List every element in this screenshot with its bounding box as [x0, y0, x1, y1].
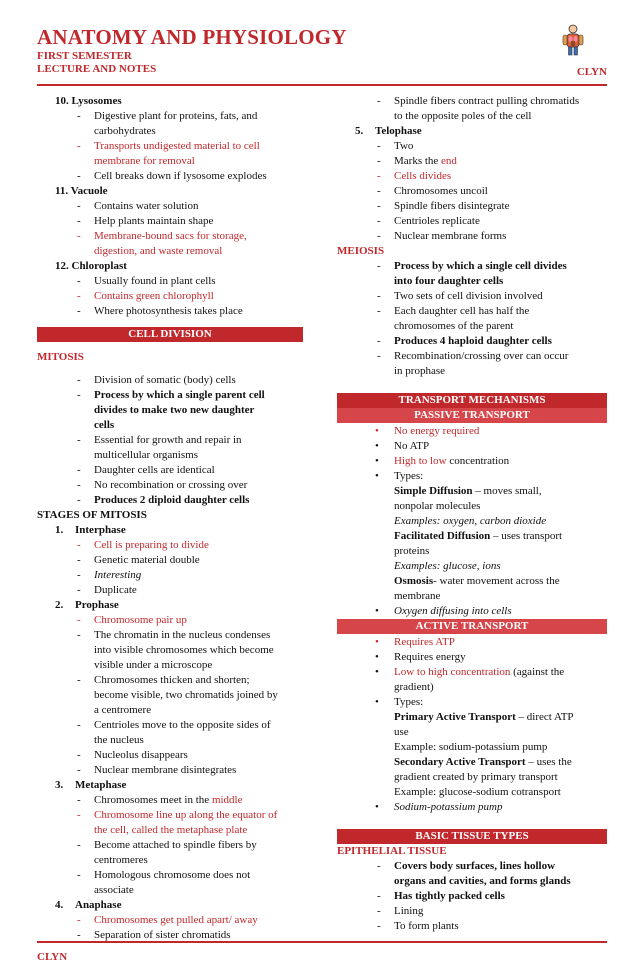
list-item-text: Essential for growth and repair in	[94, 434, 242, 446]
list-item	[37, 199, 303, 214]
vacuole-heading: 11. Vacuole	[55, 185, 108, 197]
dash-marker: -	[77, 464, 81, 476]
dash-marker: -	[77, 305, 81, 317]
primary-active-text: Primary Active Transport – direct ATP	[394, 711, 574, 723]
osmosis-text-cont: membrane	[394, 590, 441, 602]
dash-marker: -	[377, 200, 381, 212]
semester-label: FIRST SEMESTER	[37, 50, 132, 62]
prophase-list	[37, 613, 303, 778]
list-item-text: membrane for removal	[94, 155, 195, 167]
list-item-text: multicellular organisms	[94, 449, 198, 461]
list-item-text: in prophase	[394, 365, 446, 377]
document-title: ANATOMY AND PHYSIOLOGY	[37, 25, 347, 49]
list-item-text: into visible chromosomes which become	[94, 644, 274, 656]
list-item	[37, 868, 303, 898]
list-item-text: digestion, and waste removal	[94, 245, 223, 257]
dash-marker: -	[377, 920, 381, 932]
list-item-text: Cell is preparing to divide	[94, 539, 209, 551]
dash-marker: -	[377, 215, 381, 227]
dash-marker: -	[77, 584, 81, 596]
list-item	[37, 628, 303, 673]
list-item	[37, 229, 303, 259]
list-item	[37, 568, 303, 583]
list-item-text: Genetic material double	[94, 554, 200, 566]
dash-marker: -	[77, 275, 81, 287]
dash-marker: -	[377, 860, 381, 872]
lysosomes-heading: 10. Lysosomes	[55, 95, 122, 107]
dash-marker: -	[77, 839, 81, 851]
dash-marker: -	[377, 95, 381, 107]
dash-marker: -	[377, 305, 381, 317]
stages-heading: STAGES OF MITOSIS	[37, 509, 147, 521]
list-item	[37, 169, 303, 184]
dash-marker: -	[77, 929, 81, 941]
list-item-text: Become attached to spindle fibers by	[94, 839, 257, 851]
list-item-text: Produces 4 haploid daughter cells	[394, 335, 552, 347]
list-item-text: become visible, two chromatids joined by	[94, 689, 278, 701]
list-item-text: the cell, called the metaphase plate	[94, 824, 248, 836]
list-item-text: Division of somatic (body) cells	[94, 374, 236, 386]
list-item	[337, 94, 607, 124]
dash-marker: -	[77, 539, 81, 551]
secondary-active-text-cont: gradient created by primary transport	[394, 771, 558, 783]
list-item-text: to the opposite poles of the cell	[394, 110, 532, 122]
low-high-text-cont: gradient)	[394, 681, 434, 693]
list-item	[37, 538, 303, 553]
list-item-text: Chromosomes thicken and shorten;	[94, 674, 250, 686]
dash-marker: -	[77, 374, 81, 386]
telophase-list	[337, 184, 607, 244]
active-transport-banner: ACTIVE TRANSPORT	[337, 619, 607, 634]
list-item-text: the nucleus	[94, 734, 144, 746]
dash-marker: -	[77, 110, 81, 122]
vacuole-list	[37, 199, 303, 259]
anaphase-heading: 4. Anaphase	[55, 899, 122, 911]
list-item-text: Membrane-bound sacs for storage,	[94, 230, 247, 242]
list-item-text: Usually found in plant cells	[94, 275, 216, 287]
list-item-text: Interesting	[94, 569, 142, 581]
primary-active-example: Example: sodium-potassium pump	[394, 741, 548, 753]
dash-marker: -	[77, 494, 81, 506]
list-item: • Oxygen diffusing into cells	[375, 605, 512, 617]
list-item: - Two	[377, 140, 414, 152]
list-item-text: Chromosomes uncoil	[394, 185, 488, 197]
list-item	[37, 673, 303, 718]
list-item	[37, 214, 303, 229]
list-item-text: Nuclear membrane forms	[394, 230, 507, 242]
list-item-text: No recombination or crossing over	[94, 479, 248, 491]
dash-marker: -	[77, 434, 81, 446]
list-item	[37, 718, 303, 748]
list-item	[337, 919, 607, 934]
list-item-text: Has tightly packed cells	[394, 890, 505, 902]
list-item	[337, 199, 607, 214]
list-item-text: To form plants	[394, 920, 459, 932]
header-divider	[37, 84, 607, 86]
list-item: • High to low concentration	[375, 455, 510, 467]
author-label: CLYN	[576, 66, 607, 78]
metaphase-heading: 3. Metaphase	[55, 779, 127, 791]
simple-diffusion-example: Examples: oxygen, carbon dioxide	[394, 515, 547, 527]
active-transport-section	[337, 635, 607, 815]
facilitated-diffusion-example: Examples: glucose, ions	[394, 560, 501, 572]
list-item	[337, 904, 607, 919]
osmosis-text: Osmosis- water movement across the	[394, 575, 560, 587]
list-item	[37, 463, 303, 478]
list-item	[37, 433, 303, 463]
list-item	[337, 259, 607, 289]
list-item	[337, 289, 607, 304]
list-item-text: Chromosome line up along the equator of	[94, 809, 278, 821]
dash-marker: -	[77, 554, 81, 566]
list-item-text: Nucleolus disappears	[94, 749, 188, 761]
facilitated-diffusion-text: Facilitated Diffusion – uses transport	[394, 530, 563, 542]
interphase-list	[37, 538, 303, 598]
list-item	[37, 304, 303, 319]
page-header	[37, 24, 607, 80]
transport-mechanisms-banner: TRANSPORT MECHANISMS	[337, 393, 607, 408]
list-item	[337, 334, 607, 349]
primary-active-text-cont: use	[394, 726, 409, 738]
list-item: - Marks the end	[377, 155, 457, 167]
dash-marker: -	[77, 140, 81, 152]
dash-marker: -	[377, 905, 381, 917]
basic-tissue-types-banner: BASIC TISSUE TYPES	[337, 829, 607, 844]
telophase-heading: 5. Telophase	[355, 125, 422, 137]
list-item-text: centromeres	[94, 854, 148, 866]
list-item-text: into four daughter cells	[394, 275, 504, 287]
list-item-text: Chromosomes get pulled apart/ away	[94, 914, 258, 926]
lysosomes-list	[37, 109, 303, 184]
list-item-text: Cell breaks down if lysosome explodes	[94, 170, 267, 182]
list-item	[37, 373, 303, 388]
secondary-active-example: Example: glucose-sodium cotransport	[394, 786, 561, 798]
dash-marker: -	[77, 215, 81, 227]
list-item	[37, 139, 303, 169]
dash-marker: -	[77, 674, 81, 686]
list-item-text: Covers body surfaces, lines hollow	[394, 860, 556, 872]
list-item-text: carbohydrates	[94, 125, 156, 137]
dash-marker: -	[377, 230, 381, 242]
footer-divider	[37, 941, 607, 943]
list-item-text: Digestive plant for proteins, fats, and	[94, 110, 258, 122]
chloroplast-list	[37, 274, 303, 319]
list-item-text: Contains green chlorophyll	[94, 290, 214, 302]
list-item	[337, 214, 607, 229]
list-item-text: Transports undigested material to cell	[94, 140, 260, 152]
dash-marker: -	[377, 335, 381, 347]
dash-marker: -	[377, 890, 381, 902]
list-item-text: cells	[94, 419, 115, 431]
list-item	[337, 304, 607, 334]
dash-marker: -	[77, 479, 81, 491]
list-item-text: Process by which a single cell divides	[394, 260, 567, 272]
list-item-text: Each daughter cell has half the	[394, 305, 530, 317]
list-item	[337, 184, 607, 199]
list-item-text: Duplicate	[94, 584, 137, 596]
meiosis-heading: MEIOSIS	[337, 245, 385, 257]
list-item: - Cells divides	[377, 170, 452, 182]
simple-diffusion-text-cont: nonpolar molecules	[394, 500, 481, 512]
list-item-text: Process by which a single parent cell	[94, 389, 265, 401]
list-item	[37, 553, 303, 568]
list-item	[337, 859, 607, 889]
list-item-text: associate	[94, 884, 134, 896]
list-item-text: divides to make two new daughter	[94, 404, 255, 416]
mitosis-list	[37, 373, 303, 508]
mitosis-heading: MITOSIS	[37, 351, 84, 363]
list-item-text: Contains water solution	[94, 200, 199, 212]
list-item	[37, 289, 303, 304]
list-item-text: Recombination/crossing over can occur	[394, 350, 569, 362]
list-item	[37, 763, 303, 778]
dash-marker: -	[377, 185, 381, 197]
list-item: • Types:	[375, 696, 424, 708]
secondary-active-text: Secondary Active Transport – uses the	[394, 756, 572, 768]
subtitle-label: LECTURE AND NOTES	[37, 63, 157, 75]
metaphase-list	[37, 808, 303, 898]
left-column	[37, 94, 303, 943]
anaphase-continued-list	[337, 94, 607, 124]
dash-marker: -	[77, 749, 81, 761]
dash-marker: -	[77, 569, 81, 581]
list-item: - Chromosomes meet in the middle	[77, 794, 243, 806]
list-item-text: Produces 2 diploid daughter cells	[94, 494, 250, 506]
list-item-text: Where photosynthesis takes place	[94, 305, 243, 317]
list-item-text: Help plants maintain shape	[94, 215, 214, 227]
dash-marker: -	[77, 719, 81, 731]
list-item-text: Homologous chromosome does not	[94, 869, 251, 881]
list-item	[37, 808, 303, 838]
dash-marker: -	[77, 764, 81, 776]
list-item-text: Lining	[394, 905, 424, 917]
list-item: • Sodium-potassium pump	[375, 801, 503, 813]
list-item-text: Centrioles replicate	[394, 215, 480, 227]
list-item	[37, 274, 303, 289]
list-item-text: organs and cavities, and forms glands	[394, 875, 571, 887]
facilitated-diffusion-text-cont: proteins	[394, 545, 430, 557]
anatomy-figure-icon	[559, 24, 587, 56]
list-item-text: Spindle fibers disintegrate	[394, 200, 510, 212]
list-item-text: Nuclear membrane disintegrates	[94, 764, 237, 776]
anaphase-list	[37, 913, 303, 943]
footer-author: CLYN	[37, 951, 68, 963]
simple-diffusion-text: Simple Diffusion – moves small,	[394, 485, 542, 497]
interphase-heading: 1. Interphase	[55, 524, 126, 536]
dash-marker: -	[377, 260, 381, 272]
list-item-text: Daughter cells are identical	[94, 464, 215, 476]
list-item	[37, 109, 303, 139]
meiosis-list	[337, 259, 607, 379]
dash-marker: -	[77, 614, 81, 626]
list-item: • Requires energy	[375, 651, 466, 663]
list-item	[337, 229, 607, 244]
list-item	[37, 493, 303, 508]
list-item	[37, 388, 303, 433]
dash-marker: -	[77, 290, 81, 302]
dash-marker: -	[77, 629, 81, 641]
chloroplast-heading: 12. Chloroplast	[55, 260, 127, 272]
list-item-text: Two sets of cell division involved	[394, 290, 543, 302]
cell-division-banner: CELL DIVISION	[37, 327, 303, 342]
list-item-text: Chromosome pair up	[94, 614, 187, 626]
passive-transport-banner: PASSIVE TRANSPORT	[337, 408, 607, 423]
dash-marker: -	[77, 230, 81, 242]
list-item: • Requires ATP	[375, 636, 455, 648]
list-item-text: Centrioles move to the opposite sides of	[94, 719, 271, 731]
list-item	[37, 838, 303, 868]
list-item-text: Spindle fibers contract pulling chromatids	[394, 95, 580, 107]
prophase-heading: 2. Prophase	[55, 599, 119, 611]
passive-transport-section	[337, 424, 607, 619]
right-column	[337, 94, 607, 934]
list-item	[37, 748, 303, 763]
list-item-text: visible under a microscope	[94, 659, 213, 671]
list-item-text: chromosomes of the parent	[394, 320, 514, 332]
epithelial-heading: EPITHELIAL TISSUE	[337, 845, 447, 857]
list-item-text: a centromere	[94, 704, 152, 716]
list-item-text: Separation of sister chromatids	[94, 929, 231, 941]
list-item-text: The chromatin in the nucleus condenses	[94, 629, 271, 641]
list-item	[337, 889, 607, 904]
dash-marker: -	[377, 350, 381, 362]
dash-marker: -	[77, 170, 81, 182]
list-item: • Low to high concentration (against the	[375, 666, 565, 678]
list-item: • No energy required	[375, 425, 480, 437]
list-item	[337, 349, 607, 379]
list-item	[37, 478, 303, 493]
dash-marker: -	[77, 809, 81, 821]
dash-marker: -	[77, 200, 81, 212]
list-item: • Types:	[375, 470, 424, 482]
dash-marker: -	[77, 914, 81, 926]
list-item: • No ATP	[375, 440, 430, 452]
dash-marker: -	[77, 869, 81, 881]
list-item	[37, 913, 303, 928]
list-item	[37, 583, 303, 598]
epithelial-list	[337, 859, 607, 934]
dash-marker: -	[77, 389, 81, 401]
list-item	[37, 613, 303, 628]
dash-marker: -	[377, 290, 381, 302]
